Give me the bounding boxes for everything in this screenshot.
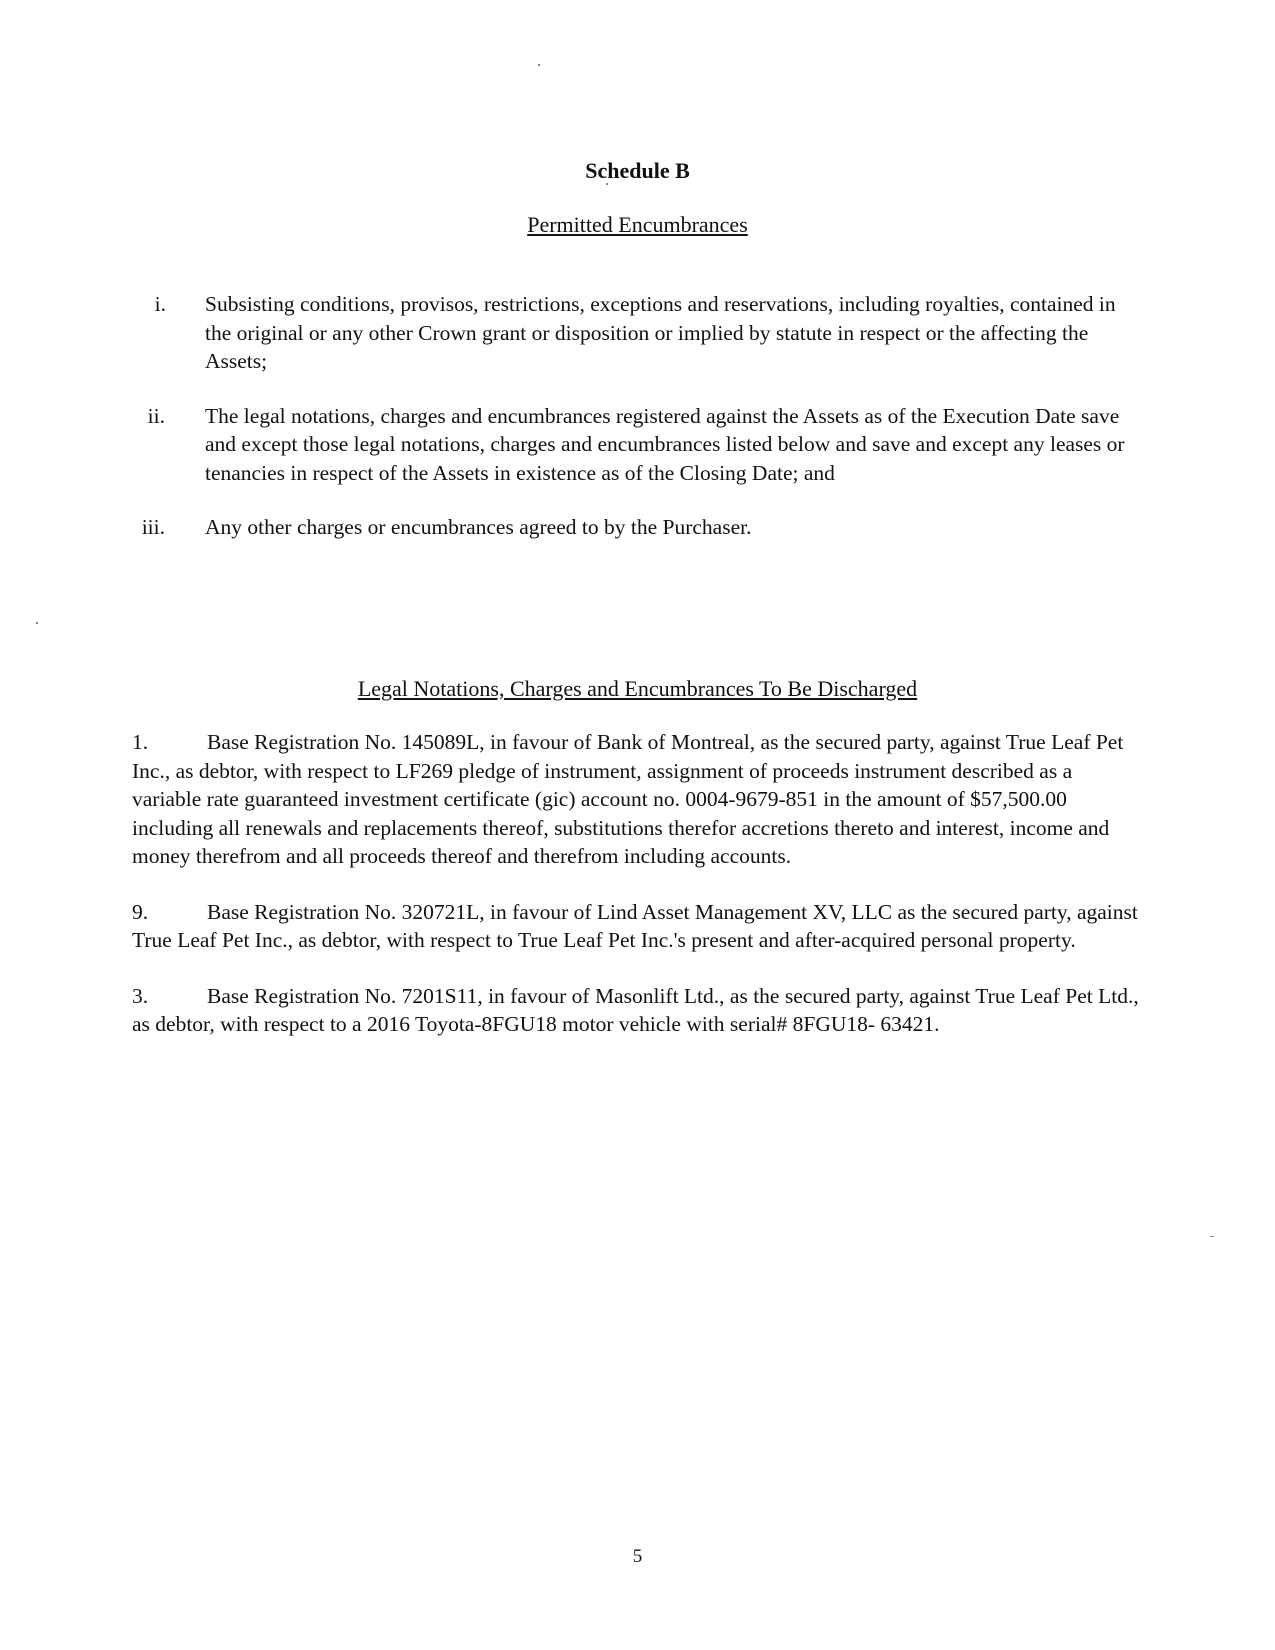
discharge-list bbox=[132, 728, 1142, 1066]
list-item bbox=[120, 402, 1140, 488]
list-item bbox=[132, 982, 1142, 1039]
item-text: Any other charges or encumbrances agreed to by the Purchaser. bbox=[205, 515, 752, 539]
item-number: ii. bbox=[147, 403, 165, 428]
item-number: 9. bbox=[132, 899, 149, 924]
item-number: 3. bbox=[132, 983, 149, 1008]
scan-speck bbox=[538, 64, 540, 66]
item-number: iii. bbox=[141, 515, 165, 539]
item-text: Base Registration No. 320721L, in favour of Lind Asset Management XV, LLC as the secured party, against True Leaf Pet Inc., as debtor, with respect to True Leaf Pet Inc.'s present and after-acquired personal property. bbox=[132, 899, 1138, 952]
permitted-encumbrances-list bbox=[120, 290, 1140, 568]
scan-speck bbox=[1210, 1236, 1214, 1237]
list-item bbox=[132, 898, 1142, 955]
item-text: Subsisting conditions, provisos, restrictions, exceptions and reservations, including royalties, contained in the original or any other Crown grant or disposition or implied by statute in respect or the affecting the Assets; bbox=[205, 292, 1116, 373]
list-item bbox=[120, 513, 1140, 542]
list-item bbox=[132, 728, 1142, 871]
item-number: 1. bbox=[132, 730, 149, 754]
item-number: i. bbox=[154, 292, 166, 316]
schedule-title: Schedule B bbox=[585, 158, 690, 183]
permitted-encumbrances-heading: Permitted Encumbrances bbox=[527, 212, 748, 237]
scan-speck bbox=[606, 183, 608, 185]
scan-speck bbox=[36, 622, 38, 624]
page-number: 5 bbox=[632, 1546, 643, 1567]
item-text: Base Registration No. 145089L, in favour of Bank of Montreal, as the secured party, against True Leaf Pet Inc., as debtor, with respect to LF269 pledge of instrument, assignment of proceeds instrument described as a variable rate guaranteed investment certificate (gic) account no. 0004-9679-851 in the amount of $57,500.00 including all renewals and replacements thereof, substitutions therefor accretions thereto and interest, income and money therefrom and all proceeds thereof and therefrom including accounts. bbox=[132, 730, 1124, 868]
item-text: Base Registration No. 7201S11, in favour of Masonlift Ltd., as the secured party, against True Leaf Pet Ltd., as debtor, with respect to a 2016 Toyota-8FGU18 motor vehicle with serial# 8FGU18- 63421. bbox=[132, 983, 1139, 1036]
list-item bbox=[120, 290, 1140, 376]
item-text: The legal notations, charges and encumbrances registered against the Assets as of the Execution Date save and except those legal notations, charges and encumbrances listed below and save and except any leases or tenancies in respect of the Assets in existence as of the Closing Date; and bbox=[205, 403, 1125, 485]
discharge-heading: Legal Notations, Charges and Encumbrances To Be Discharged bbox=[357, 676, 918, 701]
